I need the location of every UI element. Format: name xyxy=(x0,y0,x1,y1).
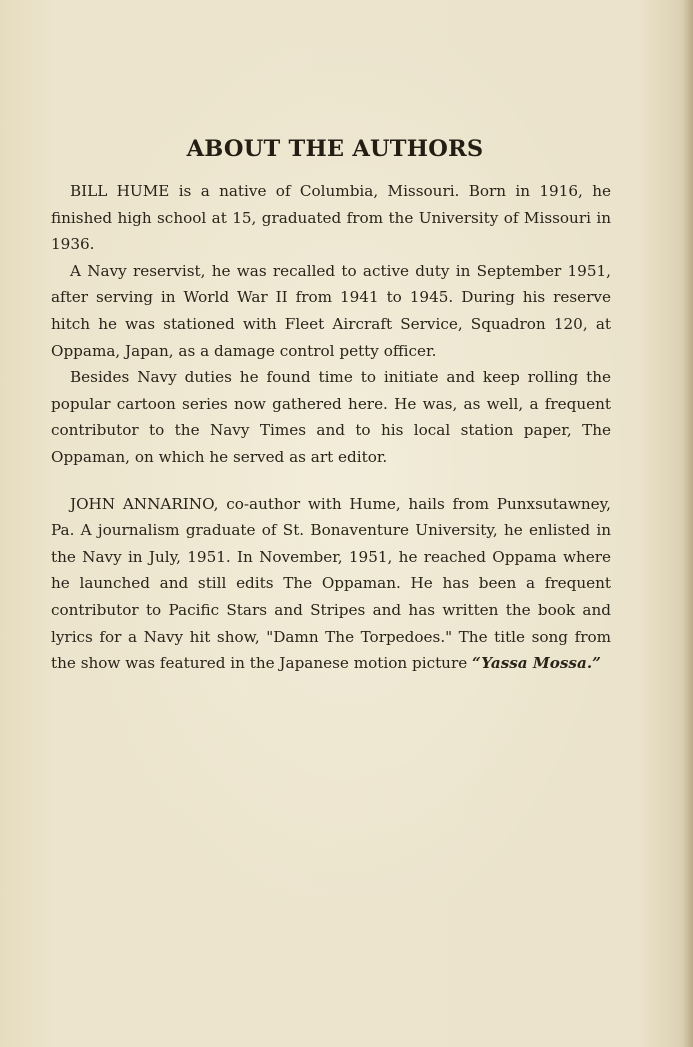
paragraph-hume-navy: A Navy reservist, he was recalled to active duty in September 1951, after serving in World War II from 1941 to 1945. During his reserve hitch he was stationed with Fleet Aircraft Service, Squadron 120, at Oppama, Japan, as a damage control petty officer. xyxy=(51,261,611,360)
annarino-text: JOHN ANNARINO, co-author with Hume, hails from Punxsutawney, Pa. A journalism graduate of St. Bonaventure University, he enlisted in the Navy in July, 1951. In November, 1951, he reached Oppama where he launched and still edits The Oppaman. He has been a frequent contributor to Pacific Stars and Stripes and has written the book and lyrics for a Navy hit show, "Damn The Torpedoes." The title song from the show was featured in the Japanese motion picture xyxy=(51,494,611,673)
paragraph-hume-cartoons: Besides Navy duties he found time to initiate and keep rolling the popular cartoon series now gathered here. He was, as well, a frequent contributor to the Navy Times and to his local station paper, The Oppaman, on which he served as art editor. xyxy=(51,368,611,466)
paragraph-hume-bio: BILL HUME is a native of Columbia, Missouri. Born in 1916, he finished high school at 15, graduated from the University of Missouri in 1936. xyxy=(51,182,611,254)
page-edge-shadow xyxy=(683,0,693,1047)
paragraph-spacer xyxy=(51,471,611,491)
authors-text xyxy=(51,178,611,677)
film-title: “Yassa Mossa.” xyxy=(472,654,601,673)
paragraph-annarino xyxy=(51,491,611,677)
page-title: ABOUT THE AUTHORS xyxy=(186,136,484,162)
